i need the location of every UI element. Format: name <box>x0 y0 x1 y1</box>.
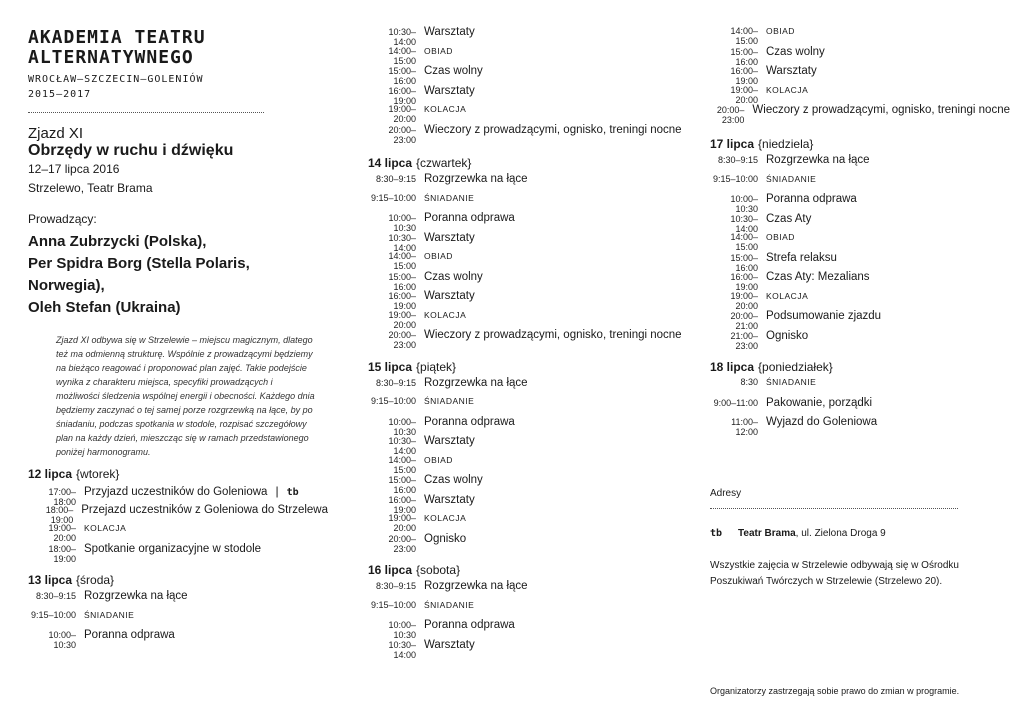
schedule-time: 8:30–9:15 <box>375 377 416 388</box>
schedule-col3 <box>710 136 1010 436</box>
schedule-row <box>28 590 328 610</box>
schedule-row <box>710 271 1010 291</box>
schedule-activity: ŚNIADANIE <box>766 377 817 387</box>
schedule-time: 14:00–15:00 <box>730 232 758 252</box>
schedule-row <box>710 154 1010 174</box>
leader-name: Oleh Stefan (Ukraina) <box>28 299 181 316</box>
schedule-activity: Rozgrzewka na łące <box>84 590 188 602</box>
schedule-activity: Warsztaty <box>424 290 475 302</box>
schedule-row <box>368 619 688 639</box>
address-line <box>710 528 886 539</box>
schedule-time: 19:00–20:00 <box>388 513 416 533</box>
schedule-time: 8:30–9:15 <box>375 174 416 184</box>
schedule-time: 16:00–19:00 <box>388 85 416 106</box>
schedule-time: 10:00–10:30 <box>730 194 758 214</box>
schedule-time: 9:00–11:00 <box>713 397 758 408</box>
schedule-time: 14:00–15:00 <box>388 454 416 475</box>
schedule-activity: Poranna odprawa <box>424 415 515 428</box>
day-block <box>28 466 328 562</box>
schedule-time: 19:00–20:00 <box>730 84 758 105</box>
schedule-row <box>28 629 328 649</box>
schedule-time: 17:00–18:00 <box>48 487 76 507</box>
description: Zjazd XI odbywa się w Strzelewie – miejscu magicznym, dlatego też ma odmienną strukturę. Wspólnie z prowadzącymi będziemy na bieżąco reagować i proponować plan zajęć. Takie podejście wynika z charakteru miejsca, specyfiki prowadzących i możliwości śledzenia wspólnej energii i obecności. Każdego dnia będziemy zaczynać o tej samej porze rozgrzewką na łące, by po śniadaniu, podczas spotkania w stodole, rozpisać szczegółowy plan na każdy dzień, mieszcząc się w ramach przedstawionego poniżej harmonogramu. <box>56 335 315 457</box>
venue-name: Teatr Brama <box>738 528 796 539</box>
schedule-activity: Warsztaty <box>766 65 817 77</box>
day-gap <box>368 349 688 359</box>
schedule-row <box>28 504 328 524</box>
schedule-row <box>710 85 1010 105</box>
schedule-activity: OBIAD <box>766 26 795 36</box>
day-date: 13 lipca <box>28 573 73 587</box>
schedule-activity: Strefa relaksu <box>766 251 837 264</box>
logo-cities: WROCŁAW–SZCZECIN–GOLENIÓW <box>28 74 204 85</box>
schedule-activity: Podsumowanie zjazdu <box>766 310 882 322</box>
schedule-row <box>368 435 688 455</box>
schedule-activity: KOLACJA <box>424 513 467 523</box>
schedule-activity: Wyjazd do Goleniowa <box>766 416 878 428</box>
schedule-activity: Rozgrzewka na łące <box>424 173 528 185</box>
schedule-activity: Czas Aty: Mezalians <box>766 271 870 283</box>
schedule-activity: KOLACJA <box>424 309 467 320</box>
schedule-row <box>368 329 688 349</box>
day-date: 12 lipca <box>28 467 73 481</box>
day-date: 15 lipca <box>368 359 413 374</box>
schedule-time: 9:15–10:00 <box>370 396 416 406</box>
schedule-row <box>710 397 1010 417</box>
schedule-activity: Poranna odprawa <box>84 629 175 641</box>
schedule-time: 19:00–20:00 <box>48 523 76 543</box>
teatr-brama-logo: tb <box>286 487 299 498</box>
schedule-row <box>710 252 1010 272</box>
schedule-row <box>368 455 688 475</box>
footer-note: Organizatorzy zastrzegają sobie prawo do zmian w programie. <box>710 686 960 696</box>
logo <box>28 28 328 68</box>
schedule-col2-top <box>368 26 688 143</box>
schedule-time: 15:00–16:00 <box>388 66 416 86</box>
schedule-time: 20:00–23:00 <box>388 124 416 145</box>
schedule-time: 10:30–14:00 <box>388 436 416 456</box>
schedule-activity: OBIAD <box>424 454 453 465</box>
schedule-activity: ŚNIADANIE <box>424 192 475 203</box>
schedule-time: 9:15–10:00 <box>30 609 76 620</box>
schedule-row <box>368 639 688 659</box>
day-weekday: {środa} <box>76 573 115 587</box>
schedule-col1 <box>28 466 328 649</box>
divider <box>28 112 264 113</box>
schedule-col2 <box>368 155 688 658</box>
schedule-activity: KOLACJA <box>84 523 127 533</box>
schedule-time: 15:00–16:00 <box>730 46 758 67</box>
schedule-time: 19:00–20:00 <box>388 104 416 124</box>
day-block <box>710 136 1010 349</box>
schedule-time: 9:15–10:00 <box>712 173 758 184</box>
venue-note: Wszystkie zajęcia w Strzelewie odbywają się w Ośrodku Poszukiwań Twórczych w Strzelewie (Strzelewo 20). <box>710 560 959 587</box>
schedule-row <box>368 396 688 416</box>
logo-line-2: ALTERNATYWNEGO <box>28 47 194 68</box>
schedule-time: 9:15–10:00 <box>370 599 416 610</box>
day-weekday: {piątek} <box>416 359 457 374</box>
schedule-activity: OBIAD <box>766 232 795 242</box>
schedule-row <box>368 377 688 397</box>
schedule-activity: Poranna odprawa <box>424 212 515 224</box>
schedule-row <box>368 251 688 271</box>
schedule-activity: Warsztaty <box>424 84 475 97</box>
schedule-time: 21:00–23:00 <box>730 330 758 351</box>
schedule-activity: ŚNIADANIE <box>766 173 817 184</box>
schedule-activity: Czas wolny <box>424 65 483 77</box>
schedule-activity: Rozgrzewka na łące <box>766 154 870 166</box>
teatr-brama-logo: tb <box>710 528 723 539</box>
schedule-row <box>710 26 1010 46</box>
schedule-time: 20:00–21:00 <box>730 311 758 331</box>
schedule-time: 16:00–19:00 <box>388 494 416 515</box>
separator: | <box>275 484 279 498</box>
day-gap <box>710 349 1010 359</box>
schedule-row <box>368 212 688 232</box>
schedule-row <box>368 173 688 193</box>
schedule-row <box>710 377 1010 397</box>
leaders-list <box>28 231 328 319</box>
schedule-time: 10:00–10:30 <box>48 630 76 650</box>
day-weekday: {poniedziałek} <box>758 360 833 374</box>
schedule-time: 10:30–14:00 <box>388 639 416 660</box>
schedule-activity: Warsztaty <box>424 638 475 651</box>
column-left <box>28 0 328 650</box>
day-heading <box>28 572 328 588</box>
schedule-activity: Czas wolny <box>424 270 483 283</box>
schedule-row <box>710 416 1010 436</box>
schedule-time: 18:00–19:00 <box>45 504 74 525</box>
schedule-activity: OBIAD <box>424 251 453 261</box>
day-block <box>368 155 688 349</box>
schedule-time: 15:00–16:00 <box>388 475 416 495</box>
schedule-row <box>710 104 1010 124</box>
leader-name: Anna Zubrzycki (Polska), <box>28 233 207 250</box>
schedule-time: 10:30–14:00 <box>388 27 416 47</box>
schedule-activity: Przyjazd uczestników do Goleniowa <box>84 486 268 498</box>
schedule-activity: Ognisko <box>766 329 809 342</box>
schedule-activity: ŚNIADANIE <box>84 609 135 620</box>
venue-address: , ul. Zielona Droga 9 <box>795 528 886 539</box>
leader-name: Per Spidra Borg (Stella Polaris, Norwegia), <box>28 255 250 294</box>
schedule-row <box>368 271 688 291</box>
schedule-activity: KOLACJA <box>766 84 809 95</box>
schedule-row <box>28 610 328 630</box>
day-weekday: {wtorek} <box>76 467 120 481</box>
schedule-time: 9:15–10:00 <box>370 192 416 203</box>
schedule-row <box>710 291 1010 311</box>
schedule-activity: OBIAD <box>424 45 453 56</box>
day-block <box>710 359 1010 436</box>
day-date: 18 lipca <box>710 360 755 374</box>
schedule-row <box>368 290 688 310</box>
schedule-time: 14:00–15:00 <box>730 26 758 46</box>
schedule-time: 20:00–23:00 <box>388 533 416 554</box>
schedule-time: 10:30–14:00 <box>730 213 758 234</box>
schedule-time: 11:00–12:00 <box>731 417 758 437</box>
schedule-row <box>368 600 688 620</box>
schedule-time: 14:00–15:00 <box>388 251 416 271</box>
schedule-row <box>28 484 328 507</box>
schedule-time: 10:30–14:00 <box>388 232 416 253</box>
schedule-row <box>368 26 688 46</box>
schedule-row <box>710 232 1010 252</box>
schedule-activity: Poranna odprawa <box>424 619 515 631</box>
zjazd-title: Obrzędy w ruchu i dźwięku <box>28 142 234 159</box>
schedule-time: 19:00–20:00 <box>388 309 416 330</box>
schedule-activity: Warsztaty <box>424 26 475 38</box>
day-date: 14 lipca <box>368 156 413 170</box>
schedule-activity: ŚNIADANIE <box>424 599 475 610</box>
logo-years: 2015–2017 <box>28 89 92 100</box>
zjazd-dates: 12–17 lipca 2016 <box>28 162 120 176</box>
schedule-activity: Pakowanie, porządki <box>766 396 873 409</box>
schedule-time: 14:00–15:00 <box>388 45 416 66</box>
schedule-row <box>368 104 688 124</box>
schedule-activity: Spotkanie organizacyjne w stodole <box>84 542 262 555</box>
addresses-label: Adresy <box>710 488 742 499</box>
day-gap <box>368 552 688 562</box>
schedule-activity: Rozgrzewka na łące <box>424 580 528 592</box>
day-gap <box>28 562 328 572</box>
schedule-activity: Warsztaty <box>424 435 475 447</box>
schedule-time: 16:00–19:00 <box>730 272 758 292</box>
schedule-time: 8:30–9:15 <box>35 591 76 601</box>
schedule-activity: Wieczory z prowadzącymi, ognisko, treningi nocne <box>424 329 682 341</box>
schedule-time: 20:00–23:00 <box>388 330 416 350</box>
schedule-time: 16:00–19:00 <box>730 66 758 86</box>
schedule-row <box>368 494 688 514</box>
schedule-row <box>368 232 688 252</box>
schedule-activity: Czas wolny <box>424 474 483 486</box>
day-heading <box>368 562 688 578</box>
schedule-time: 8:30 <box>740 377 758 387</box>
schedule-time: 20:00–23:00 <box>716 105 745 125</box>
schedule-activity: Warsztaty <box>424 493 475 506</box>
logo-line-1: AKADEMIA TEATRU <box>28 27 206 48</box>
schedule-row <box>28 543 328 563</box>
schedule-row <box>368 65 688 85</box>
schedule-time: 16:00–19:00 <box>388 291 416 311</box>
zjazd-place: Strzelewo, Teatr Brama <box>28 181 153 195</box>
schedule-time: 19:00–20:00 <box>730 290 758 311</box>
schedule-activity: Przejazd uczestników z Goleniowa do Strzelewa <box>81 503 328 516</box>
schedule-row <box>710 174 1010 194</box>
schedule-row <box>368 310 688 330</box>
day-heading <box>28 466 328 482</box>
schedule-activity: Warsztaty <box>424 231 475 244</box>
schedule-row <box>368 193 688 213</box>
schedule-row <box>710 193 1010 213</box>
schedule-activity: Poranna odprawa <box>766 193 857 205</box>
schedule-time: 10:00–10:30 <box>388 620 416 640</box>
schedule-row <box>368 85 688 105</box>
schedule-row <box>368 416 688 436</box>
schedule-row <box>710 65 1010 85</box>
schedule-activity: KOLACJA <box>766 290 809 301</box>
day-block <box>368 562 688 658</box>
schedule-activity: Ognisko <box>424 532 467 545</box>
day-heading <box>710 136 1010 152</box>
day-weekday: {sobota} <box>416 563 461 577</box>
leaders-label: Prowadzący: <box>28 212 97 226</box>
schedule-time: 10:00–10:30 <box>388 213 416 233</box>
schedule-row <box>710 213 1010 233</box>
schedule-row <box>368 124 688 144</box>
divider <box>710 508 958 509</box>
day-heading <box>368 359 688 375</box>
day-heading <box>368 155 688 171</box>
schedule-time: 8:30–9:15 <box>375 581 416 591</box>
schedule-row <box>368 513 688 533</box>
schedule-row <box>368 580 688 600</box>
day-weekday: {czwartek} <box>416 156 472 170</box>
day-date: 16 lipca <box>368 563 413 577</box>
zjazd-number: Zjazd XI <box>28 125 84 142</box>
day-heading <box>710 359 1010 375</box>
day-block <box>28 572 328 649</box>
schedule-time: 18:00–19:00 <box>48 543 76 564</box>
schedule-row <box>368 474 688 494</box>
schedule-col3-top <box>710 26 1010 124</box>
schedule-activity: Rozgrzewka na łące <box>424 376 528 389</box>
schedule-time: 10:00–10:30 <box>388 416 416 437</box>
day-weekday: {niedziela} <box>758 137 814 151</box>
schedule-row <box>710 310 1010 330</box>
schedule-time: 15:00–16:00 <box>730 252 758 273</box>
schedule-time: 8:30–9:15 <box>717 155 758 165</box>
schedule-activity: Wieczory z prowadzącymi, ognisko, treningi nocne <box>424 123 682 136</box>
schedule-activity: Czas Aty <box>766 212 812 225</box>
schedule-row <box>28 523 328 543</box>
schedule-activity: Czas wolny <box>766 45 825 58</box>
schedule-row <box>368 533 688 553</box>
schedule-activity: Wieczory z prowadzącymi, ognisko, treningi nocne <box>752 104 1010 116</box>
day-date: 17 lipca <box>710 137 755 151</box>
schedule-activity: KOLACJA <box>424 104 467 114</box>
schedule-activity: ŚNIADANIE <box>424 396 475 406</box>
schedule-row <box>710 330 1010 350</box>
schedule-row <box>368 46 688 66</box>
schedule-time: 15:00–16:00 <box>388 271 416 292</box>
day-block <box>368 359 688 553</box>
schedule-row <box>710 46 1010 66</box>
